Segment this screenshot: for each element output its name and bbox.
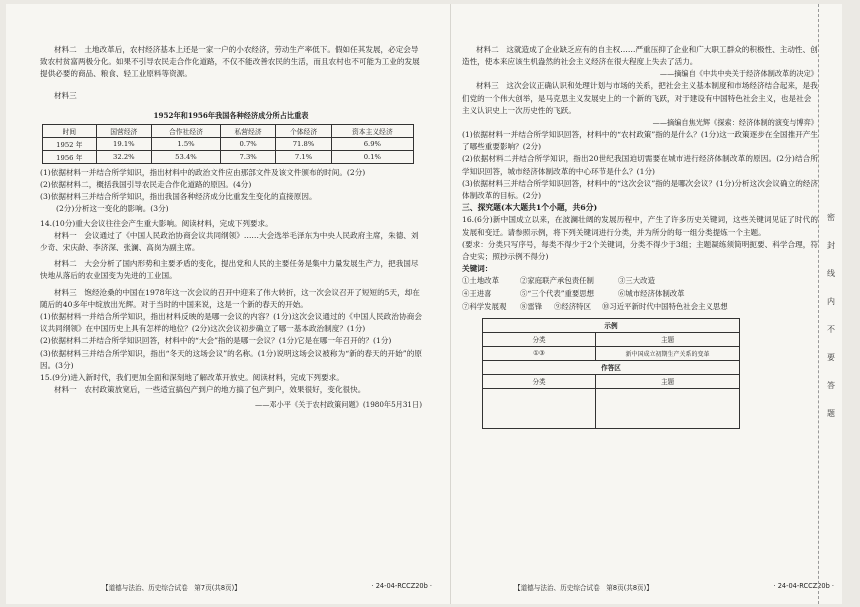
example-title: 示例 [483, 318, 740, 332]
table-header-cell: 资本主义经济 [331, 124, 413, 137]
seal-char: 题 [827, 409, 835, 418]
q15-material-2-source: ——摘编自《中共中央关于经济体制改革的决定》 [659, 69, 818, 79]
seal-char: 不 [827, 325, 835, 334]
example-col-theme: 主题 [596, 332, 740, 346]
answer-table [482, 318, 740, 429]
seal-char: 封 [827, 241, 835, 250]
example-class: ①③ [483, 346, 596, 360]
footer-title: 【道德与法治、历史综合试卷 第7页(共8页)】 [102, 584, 241, 592]
page-fold [450, 4, 451, 604]
table-cell: 53.4% [152, 150, 221, 163]
table-header-cell: 私营经济 [220, 124, 275, 137]
work-col-theme: 主题 [596, 374, 740, 388]
keyword: ⑩习近平新时代中国特色社会主义思想 [602, 302, 728, 312]
q14-part2: (2)依据材料二并结合所学知识回答，材料中的“大会”指的是哪一会议？(1分)它是在哪一年召开的？(1分) [40, 336, 392, 346]
example-theme: 新中国成立初期生产关系的变革 [596, 346, 740, 360]
keyword: ⑧雷锋 [520, 302, 543, 312]
q15-part1: (1)依据材料一并结合所学知识回答，材料中的“农村政策”指的是什么？(1分)这一政策逐步在全国推开产生了哪些重要影响？(2分) [462, 130, 818, 152]
q15-material-1: 材料一 农村政策放宽后，一些适宜搞包产到户的地方搞了包产到户，效果很好，变化很快。 [54, 385, 366, 395]
table-cell: 71.8% [276, 137, 331, 150]
material-3-label: 材料三 [54, 90, 77, 100]
seal-char: 密 [827, 213, 835, 222]
table-cell: 32.2% [96, 150, 151, 163]
table-header-cell: 时间 [43, 124, 97, 137]
section-3-heading: 三、探究题(本大题共1个小题，共6分) [462, 203, 598, 213]
table-title: 1952年和1956年我国各种经济成分所占比重表 [153, 110, 309, 120]
table-cell: 7.1% [276, 150, 331, 163]
work-col-class: 分类 [483, 374, 596, 388]
seal-char: 内 [827, 297, 835, 306]
keywords-label: 关键词： [462, 264, 493, 274]
example-header-row [483, 332, 740, 346]
table-cell: 0.7% [220, 137, 275, 150]
q15-material-3: 材料三 这次会议正确认识和处理计划与市场的关系，把社会主义基本制度和市场经济结合起来，是我们党的一个伟大创举，是马克思主义发展史上的一个新的飞跃，对于建设有中国特色社会主义，也是社会主义认识史上一次历史性的飞跃。 [462, 81, 818, 115]
economy-table [42, 124, 414, 164]
work-header-row [483, 374, 740, 388]
q14-material-1: 材料一 会议通过了《中国人民政治协商会议共同纲领》……大会选举毛泽东为中央人民政府主席，朱德、刘少奇、宋庆龄、李济深、张澜、高岗为副主席。 [40, 230, 419, 253]
table-cell: 0.1% [331, 150, 413, 163]
seal-strip-text [824, 204, 838, 428]
table-cell: 19.1% [96, 137, 151, 150]
keywords-row [462, 301, 818, 314]
footer-code: · 24-04-RCCZ20b · [371, 582, 432, 590]
q14-part3: (3)依据材料三并结合所学知识，指出“冬天的这场会议”的名称。(1分)说明这场会议被称为“新的春天的开始”的原因。(3分) [40, 348, 422, 370]
footer-code: · 24-04-RCCZ20b · [773, 582, 834, 590]
q14-material-2: 材料二 大会分析了国内形势和主要矛盾的变化，提出党和人民的主要任务是集中力量发展生产力，把我国尽快地从落后的农业国变为先进的工业国。 [40, 259, 419, 281]
keyword: ⑨经济特区 [554, 302, 591, 312]
q13-part3: (3)依据材料三并结合所学知识，指出我国各种经济成分比重发生变化的直接原因。 [40, 192, 317, 202]
keyword: ⑦科学发展观 [462, 302, 507, 312]
left-footer [102, 582, 432, 592]
q15-material-3-source: ——摘编自焦光辉《探索：经济体制的演变与博弈》 [652, 118, 818, 128]
q13-part3-cont: (2分)分析这一变化的影响。(3分) [56, 204, 169, 214]
right-footer [514, 582, 834, 592]
seal-strip [818, 4, 842, 604]
q15-source: ——邓小平《关于农村政策问题》(1980年5月31日) [255, 400, 422, 410]
q15-part2: (2)依据材料二并结合所学知识，指出20世纪我国迫切需要在城市进行经济体制改革的原因。(2分)结合所学知识回答，城市经济体制改革的中心环节是什么？(1分) [462, 154, 818, 176]
keyword: ①土地改革 [462, 276, 499, 286]
table-cell: 1952 年 [43, 137, 97, 150]
left-page [40, 44, 422, 411]
q15-material-2: 材料二 这就造成了企业缺乏应有的自主权……严重压抑了企业和广大职工群众的积极性、主动性、创造性，使本来应该生机盎然的社会主义经济在很大程度上失去了活力。 [462, 45, 818, 67]
q15-part3: (3)依据材料三并结合所学知识回答，材料中的“这次会议”指的是哪次会议？(1分)分析这次会议确立的经济体制改革的目标。(2分) [462, 178, 818, 201]
table-cell: 7.3% [220, 150, 275, 163]
table-row [43, 150, 414, 163]
table-header-row [43, 124, 414, 137]
keyword: ③三大改造 [618, 276, 655, 286]
right-page [462, 44, 818, 429]
q14-material-3: 材料三 饱经沧桑的中国在1978年这一次会议的召开中迎来了伟大转折，这一次会议召开了短短的5天，却在随后的40多年中绽放出光辉。对于当时的中国来说，这是一个新的春天的开始。 [40, 287, 420, 309]
table-header-cell: 个体经济 [276, 124, 331, 137]
seal-char: 答 [827, 381, 835, 390]
q16-heading: 16.(6分)新中国成立以来，在波澜壮阔的发展历程中，产生了许多历史关键词，这些关键词见证了时代的发展和变迁。请参照示例，将下列关键词进行分类，并为所分的每一组分类提炼一个主题。 [462, 215, 818, 237]
keyword: ④王进喜 [462, 289, 492, 299]
seal-char: 线 [827, 269, 835, 278]
exam-sheet [6, 4, 842, 604]
example-col-class: 分类 [483, 332, 596, 346]
table-cell: 1.5% [152, 137, 221, 150]
work-theme-cell[interactable] [596, 388, 740, 428]
seal-char: 要 [827, 353, 835, 362]
table-header-cell: 合作社经济 [152, 124, 221, 137]
q15-heading: 15.(9分)进入新时代，我们更加全面和深刻地了解改革开放史。阅读材料，完成下列要求。 [40, 373, 344, 383]
work-row[interactable] [483, 388, 740, 428]
table-row [43, 137, 414, 150]
keyword: ②家庭联产承包责任制 [520, 276, 594, 286]
footer-title: 【道德与法治、历史综合试卷 第8页(共8页)】 [514, 584, 653, 592]
work-area-title: 作答区 [483, 360, 740, 374]
q14-part1: (1)依据材料一并结合所学知识，指出材料反映的是哪一会议的内容？(1分)这次会议通过的《中国人民政治协商会议共同纲领》在中国历史上具有怎样的地位？(2分)这次会议初步确立了哪一基本政治制度？(1分) [40, 312, 422, 334]
table-header-cell: 国营经济 [96, 124, 151, 137]
work-class-cell[interactable] [483, 388, 596, 428]
work-area-title-row [483, 360, 740, 374]
keywords-row [462, 288, 818, 301]
keywords-row [462, 275, 818, 288]
q14-heading: 14.(10分)重大会议往往会产生重大影响。阅读材料，完成下列要求。 [40, 218, 273, 228]
q13-part2: (2)依据材料二，概括我国引导农民走合作化道路的原因。(4分) [40, 180, 252, 190]
q16-requirements: (要求：分类只写序号，每类不得少于2个关键词，分类不得少于3组；主题凝练须简明扼要、科学合理，符合史实；照抄示例不得分) [462, 239, 818, 262]
q13-part1: (1)依据材料一并结合所学知识，指出材料中的政治文件应由那部文件及该文件颁布的时间。(2分) [40, 167, 366, 177]
material-2: 材料二 土地改革后，农村经济基本上还是一家一户的小农经济，劳动生产率低下。假如任其发展，必定会导致农村贫富两极分化。如果不引导农民走合作化道路，不仅不能改善农民的生活，而且农村也不可能为工业的发展提供必要的商品、粮食、轻工业原料等资源。 [40, 45, 420, 79]
table-cell: 1956 年 [43, 150, 97, 163]
example-row [483, 346, 740, 360]
keyword: ⑤“三个代表”重要思想 [520, 289, 595, 299]
example-title-row [483, 318, 740, 332]
table-cell: 6.9% [331, 137, 413, 150]
keyword: ⑥城市经济体制改革 [618, 289, 685, 299]
